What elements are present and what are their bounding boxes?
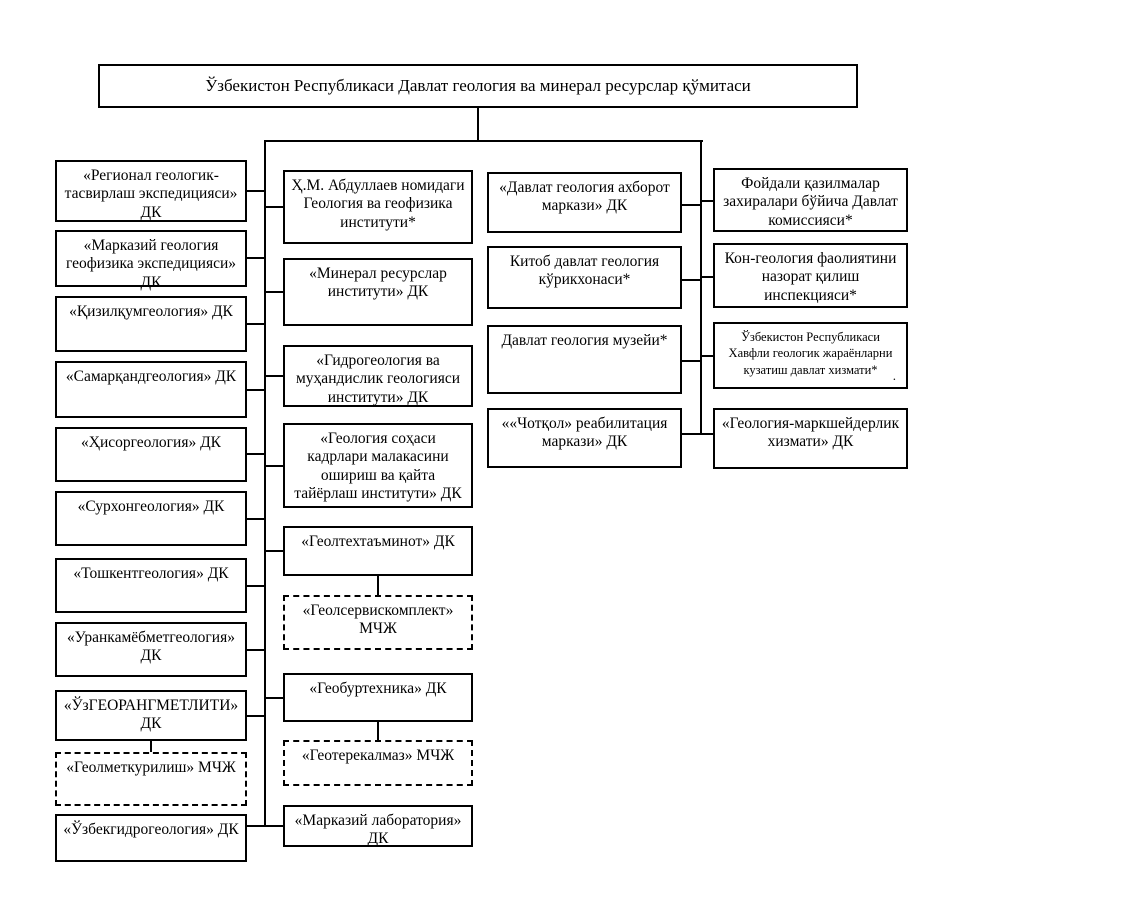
- connector-line: [264, 697, 284, 699]
- node-toshkentgeologiya: «Тошкентгеология» ДК: [55, 558, 247, 613]
- connector-line: [246, 453, 266, 455]
- connector-line: [246, 715, 266, 717]
- connector-line: [264, 550, 284, 552]
- node-kitob-state-geology-reserve: Китоб давлат геология кўрикхонаси*: [487, 246, 682, 309]
- node-uzbekgidrogeologiya: «Ўзбекгидрогеология» ДК: [55, 814, 247, 862]
- stray-period: .: [892, 368, 896, 384]
- connector-line: [246, 190, 266, 192]
- node-geoterekalmaz: «Геотерекалмаз» МЧЖ: [283, 740, 473, 786]
- node-abdullaev-geology-geophysics-institute: Ҳ.М. Абдуллаев номидаги Геология ва геофизика институти*: [283, 170, 473, 244]
- node-central-laboratory: «Марказий лаборатория» ДК: [283, 805, 473, 847]
- node-chotqol-rehabilitation-center: ««Чотқол» реабилитация маркази» ДК: [487, 408, 682, 468]
- connector-line: [246, 649, 266, 651]
- node-state-geology-information-center: «Давлат геология ахборот маркази» ДК: [487, 172, 682, 233]
- connector-line: [700, 433, 714, 435]
- connector-line: [264, 291, 284, 293]
- node-mineral-reserves-state-commission: Фойдали қазилмалар захиралари бўйича Давлат комиссияси*: [713, 168, 908, 232]
- connector-line: [681, 360, 701, 362]
- node-geoburtexnika: «Геобуртехника» ДК: [283, 673, 473, 722]
- node-hisorgeologiya: «Ҳисоргеология» ДК: [55, 427, 247, 482]
- node-samarqandgeologiya: «Самарқандгеология» ДК: [55, 361, 247, 418]
- connector-line: [264, 140, 703, 142]
- connector-line: [264, 825, 284, 827]
- node-personnel-training-institute: «Геология соҳаси кадрлари малакасини ошириш ва қайта тайёрлаш институти» ДК: [283, 423, 473, 508]
- connector-line: [246, 518, 266, 520]
- node-hazardous-geological-processes-service: [713, 322, 908, 389]
- connector-line: [681, 279, 701, 281]
- connector-line: [700, 140, 702, 435]
- connector-line: [246, 585, 266, 587]
- connector-line: [246, 257, 266, 259]
- node-geolmetqurilish: «Геолметкурилиш» МЧЖ: [55, 752, 247, 806]
- node-geology-mine-surveying-service: «Геология-маркшейдерлик хизмати» ДК: [713, 408, 908, 469]
- node-mining-geology-inspection: Кон-геология фаолиятини назорат қилиш инспекцияси*: [713, 243, 908, 308]
- node-label: Ўзбекистон Республикаси Хавфли геологик жараёнларни кузатиш давлат хизмати*: [728, 330, 893, 377]
- connector-line: [477, 108, 479, 141]
- node-geoltextaminot: «Геолтехтаъминот» ДК: [283, 526, 473, 576]
- connector-line: [700, 200, 714, 202]
- connector-line: [246, 323, 266, 325]
- node-state-geology-museum: Давлат геология музейи*: [487, 325, 682, 394]
- node-uzgeorangmetliti: «ЎзГЕОРАНГМЕТЛИТИ» ДК: [55, 690, 247, 741]
- connector-line: [377, 575, 379, 596]
- node-hydrogeology-engineering-institute: «Гидрогеология ва муҳандислик геологияси институти» ДК: [283, 345, 473, 407]
- node-regional-mapping-expedition: «Регионал геологик-тасвирлаш экспедицияси» ДК: [55, 160, 247, 222]
- connector-line: [700, 276, 714, 278]
- connector-line: [700, 355, 714, 357]
- connector-line: [681, 204, 701, 206]
- connector-line: [377, 721, 379, 741]
- node-urankamyobmetgeologiya: «Уранкамёбметгеология» ДК: [55, 622, 247, 677]
- connector-line: [264, 465, 284, 467]
- node-surxongeologiya: «Сурхонгеология» ДК: [55, 491, 247, 546]
- connector-line: [264, 206, 284, 208]
- node-qizilqumgeologiya: «Қизилқумгеология» ДК: [55, 296, 247, 352]
- root-node-state-committee: Ўзбекистон Республикаси Давлат геология ва минерал ресурслар қўмитаси: [98, 64, 858, 108]
- node-mineral-resources-institute: «Минерал ресурслар институти» ДК: [283, 258, 473, 326]
- node-geolserviskomplekt: «Геолсервискомплект» МЧЖ: [283, 595, 473, 650]
- connector-line: [246, 825, 266, 827]
- connector-line: [264, 140, 266, 827]
- connector-line: [681, 433, 701, 435]
- connector-line: [264, 375, 284, 377]
- node-central-geophysics-expedition: «Марказий геология геофизика экспедицияси» ДК: [55, 230, 247, 287]
- connector-line: [246, 389, 266, 391]
